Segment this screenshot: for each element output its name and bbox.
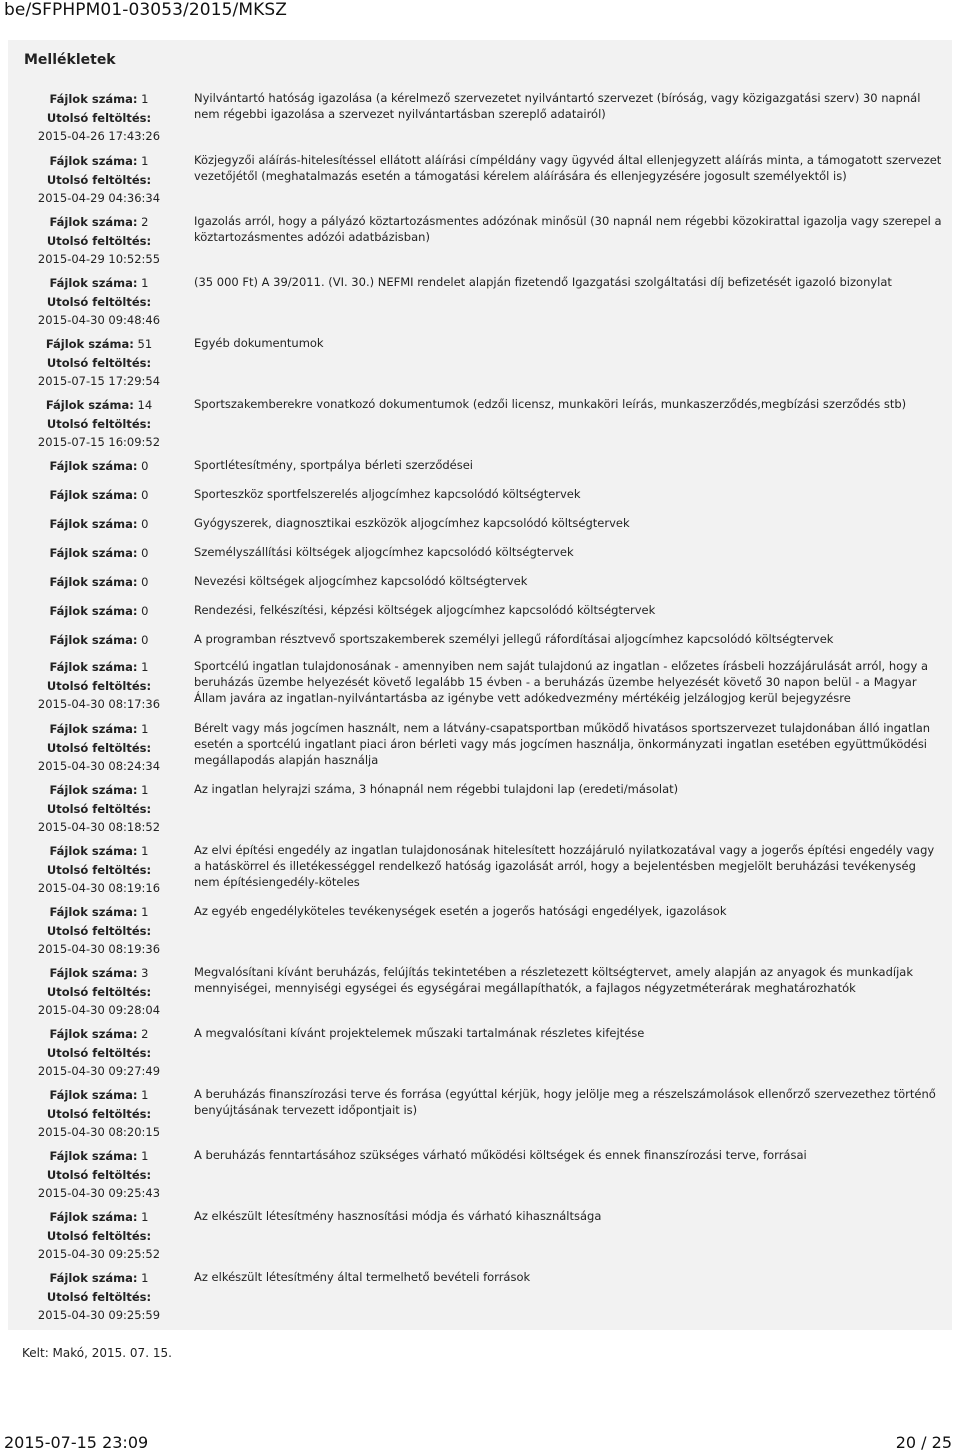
attachment-description: A programban résztvevő sportszakemberek személyi jellegű ráfordításai aljogcímhez kapcsolódó költségtervek <box>194 632 834 646</box>
file-count-label: Fájlok száma: <box>49 488 138 502</box>
file-meta <box>24 335 174 391</box>
last-upload-date: 2015-04-30 09:25:59 <box>37 1308 161 1322</box>
file-count-label: Fájlok száma: <box>45 337 134 351</box>
file-count-value: 1 <box>141 1088 149 1102</box>
last-upload-label: Utolsó feltöltés: <box>46 355 152 370</box>
file-count-label: Fájlok száma: <box>49 844 138 858</box>
file-count-label: Fájlok száma: <box>49 215 138 229</box>
file-count-value: 0 <box>141 604 149 618</box>
last-upload-date: 2015-04-26 17:43:26 <box>37 129 161 143</box>
file-meta <box>24 602 174 621</box>
last-upload-label: Utolsó feltöltés: <box>46 740 152 755</box>
file-count-value: 0 <box>141 517 149 531</box>
last-upload-label: Utolsó feltöltés: <box>46 1167 152 1182</box>
file-count-value: 1 <box>141 1210 149 1224</box>
file-meta <box>24 486 174 505</box>
last-upload-label: Utolsó feltöltés: <box>46 923 152 938</box>
file-meta <box>24 1147 174 1203</box>
attachment-description: Bérelt vagy más jogcímen használt, nem a látvány-csapatsportban működő hivatásos sportszervezet tulajdonában álló ingatlan esetén a sportcélú ingatlant piaci áron bérleti vagy más jogcímen használja, önkormányzati ingatlan esetében együttműködési megállapodás alapján használja <box>194 721 931 767</box>
file-meta <box>24 1208 174 1264</box>
file-count-value: 0 <box>141 546 149 560</box>
document-id: be/SFPHPM01-03053/2015/MKSZ <box>4 0 288 20</box>
last-upload-date: 2015-04-30 08:20:15 <box>37 1125 161 1139</box>
attachments-section <box>8 40 952 1330</box>
attachment-description: Az elvi építési engedély az ingatlan tulajdonosának hitelesített hozzájáruló nyilatkozatával vagy a jogerős építési engedély vagy a hatáskörrel és illetékességgel rendelkező hatóság igazolását arról, hogy a bejelentésben megjelölt beruházási tevékenység nem építésiengedély-köteles <box>194 843 935 889</box>
file-meta <box>24 964 174 1020</box>
file-meta <box>24 152 174 208</box>
file-count-label: Fájlok száma: <box>45 398 134 412</box>
file-count-value: 1 <box>141 276 149 290</box>
attachment-description: Sportszakemberekre vonatkozó dokumentumok (edzői licensz, munkaköri leírás, munkaszerződés,megbízási szerződés stb) <box>194 397 907 411</box>
file-meta <box>24 515 174 534</box>
last-upload-label: Utolsó feltöltés: <box>46 294 152 309</box>
last-upload-date: 2015-04-30 09:28:04 <box>37 1003 161 1017</box>
file-count-label: Fájlok száma: <box>49 1149 138 1163</box>
last-upload-label: Utolsó feltöltés: <box>46 984 152 999</box>
file-count-label: Fájlok száma: <box>49 154 138 168</box>
file-count-label: Fájlok száma: <box>49 1088 138 1102</box>
file-count-value: 0 <box>141 633 149 647</box>
file-count-label: Fájlok száma: <box>49 1210 138 1224</box>
attachment-description: Megvalósítani kívánt beruházás, felújítás tekintetében a részletezett költségtervet, amely alapján az anyagok és munkadíjak mennyiségei, mennyiségi egységei és egységárai megállapíthatók, a fajlagos négyzetméterárak meghatározhatók <box>194 965 913 995</box>
file-meta <box>24 274 174 330</box>
file-count-label: Fájlok száma: <box>49 546 138 560</box>
kelt-line: Kelt: Makó, 2015. 07. 15. <box>22 1346 172 1360</box>
last-upload-label: Utolsó feltöltés: <box>46 172 152 187</box>
file-meta <box>24 1269 174 1325</box>
file-count-value: 14 <box>137 398 153 412</box>
last-upload-label: Utolsó feltöltés: <box>46 1045 152 1060</box>
last-upload-date: 2015-04-30 08:19:16 <box>37 881 161 895</box>
attachment-description: Sporteszköz sportfelszerelés aljogcímhez kapcsolódó költségtervek <box>194 487 581 501</box>
file-count-label: Fájlok száma: <box>49 604 138 618</box>
file-meta <box>24 213 174 269</box>
last-upload-date: 2015-04-30 08:17:36 <box>37 697 161 711</box>
last-upload-label: Utolsó feltöltés: <box>46 233 152 248</box>
attachment-description: Rendezési, felkészítési, képzési költségek aljogcímhez kapcsolódó költségtervek <box>194 603 656 617</box>
file-count-value: 0 <box>141 488 149 502</box>
last-upload-date: 2015-04-29 04:36:34 <box>37 191 161 205</box>
attachment-description: A megvalósítani kívánt projektelemek műszaki tartalmának részletes kifejtése <box>194 1026 645 1040</box>
section-title: Mellékletek <box>24 52 116 68</box>
last-upload-date: 2015-07-15 16:09:52 <box>37 435 161 449</box>
file-count-label: Fájlok száma: <box>49 575 138 589</box>
last-upload-date: 2015-04-30 09:27:49 <box>37 1064 161 1078</box>
file-count-label: Fájlok száma: <box>49 1271 138 1285</box>
attachment-description: Nyilvántartó hatóság igazolása (a kérelmező szervezetet nyilvántartó szervezet (bíróság, vagy közigazgatási szerv) 30 napnál nem régebbi igazolása a szervezet nyilvántartásban szereplő adatairól) <box>194 91 921 121</box>
file-meta <box>24 573 174 592</box>
attachment-description: Egyéb dokumentumok <box>194 336 324 350</box>
file-meta <box>24 658 174 714</box>
attachment-description: Közjegyzői aláírás-hitelesítéssel ellátott aláírási címpéldány vagy ügyvéd által ellenjegyzett aláírás minta, a támogatott szervezet vezetőjétől (meghatalmazás esetén a támogatási kérelem aláírására és ellenjegyzésére jogosult személyektől is) <box>194 153 942 183</box>
file-count-value: 0 <box>141 459 149 473</box>
last-upload-label: Utolsó feltöltés: <box>46 1228 152 1243</box>
file-meta <box>24 781 174 837</box>
file-count-value: 1 <box>141 1149 149 1163</box>
file-count-value: 2 <box>141 1027 149 1041</box>
file-count-value: 0 <box>141 575 149 589</box>
file-meta <box>24 396 174 452</box>
file-count-value: 1 <box>141 905 149 919</box>
last-upload-label: Utolsó feltöltés: <box>46 1106 152 1121</box>
attachment-description: Az elkészült létesítmény által termelhető bevételi források <box>194 1270 531 1284</box>
last-upload-label: Utolsó feltöltés: <box>46 801 152 816</box>
file-count-value: 1 <box>141 92 149 106</box>
file-count-label: Fájlok száma: <box>49 459 138 473</box>
last-upload-label: Utolsó feltöltés: <box>46 110 152 125</box>
file-meta <box>24 457 174 476</box>
attachment-description: Igazolás arról, hogy a pályázó köztartozásmentes adózónak minősül (30 napnál nem régebbi közokirattal igazolja vagy szerepel a köztartozásmentes adózói adatbázisban) <box>194 214 942 244</box>
file-meta <box>24 1025 174 1081</box>
file-count-value: 3 <box>141 966 149 980</box>
file-meta <box>24 903 174 959</box>
last-upload-label: Utolsó feltöltés: <box>46 678 152 693</box>
last-upload-date: 2015-04-30 08:18:52 <box>37 820 161 834</box>
file-count-label: Fájlok száma: <box>49 1027 138 1041</box>
attachment-description: Gyógyszerek, diagnosztikai eszközök aljogcímhez kapcsolódó költségtervek <box>194 516 630 530</box>
last-upload-date: 2015-04-30 09:25:52 <box>37 1247 161 1261</box>
file-count-value: 1 <box>141 783 149 797</box>
file-count-value: 2 <box>141 215 149 229</box>
file-count-label: Fájlok száma: <box>49 517 138 531</box>
attachment-description: Személyszállítási költségek aljogcímhez kapcsolódó költségtervek <box>194 545 574 559</box>
attachment-description: Az elkészült létesítmény hasznosítási módja és várható kihasználtsága <box>194 1209 602 1223</box>
file-count-label: Fájlok száma: <box>49 905 138 919</box>
attachment-description: A beruházás finanszírozási terve és forrása (egyúttal kérjük, hogy jelölje meg a részelszámolások ellenőrző szervezethez történő benyújtásának tervezett időpontjait is) <box>194 1087 936 1117</box>
file-meta <box>24 544 174 563</box>
file-meta <box>24 90 174 146</box>
file-meta <box>24 720 174 776</box>
file-count-value: 1 <box>141 1271 149 1285</box>
file-meta <box>24 631 174 650</box>
attachment-description: Sportcélú ingatlan tulajdonosának - amennyiben nem saját tulajdonú az ingatlan - előzetes írásbeli hozzájárulását arról, hogy a beruházás üzembe helyezését követő legalább 15 évben - a beruházás üzembe helyezését követő 30 napon belül - a Magyar Állam javára az ingatlan-nyilvántartásba az igénybe vett adókedvezmény mértékéig jelzálogjog kerül bejegyzésre <box>194 659 928 705</box>
file-count-value: 1 <box>141 660 149 674</box>
file-count-label: Fájlok száma: <box>49 783 138 797</box>
attachment-description: Nevezési költségek aljogcímhez kapcsolódó költségtervek <box>194 574 528 588</box>
file-count-label: Fájlok száma: <box>49 722 138 736</box>
file-count-label: Fájlok száma: <box>49 92 138 106</box>
attachment-description: Az ingatlan helyrajzi száma, 3 hónapnál nem régebbi tulajdoni lap (eredeti/másolat) <box>194 782 679 796</box>
file-count-value: 1 <box>141 722 149 736</box>
file-meta <box>24 842 174 898</box>
footer-timestamp: 2015-07-15 23:09 <box>4 1433 149 1452</box>
last-upload-date: 2015-04-30 08:24:34 <box>37 759 161 773</box>
last-upload-label: Utolsó feltöltés: <box>46 416 152 431</box>
last-upload-date: 2015-04-29 10:52:55 <box>37 252 161 266</box>
last-upload-date: 2015-04-30 09:25:43 <box>37 1186 161 1200</box>
attachment-description: Az egyéb engedélyköteles tevékenységek esetén a jogerős hatósági engedélyek, igazolások <box>194 904 727 918</box>
last-upload-label: Utolsó feltöltés: <box>46 862 152 877</box>
file-count-value: 1 <box>141 154 149 168</box>
attachment-description: A beruházás fenntartásához szükséges várható működési költségek és ennek finanszírozási terve, forrásai <box>194 1148 807 1162</box>
attachment-description: (35 000 Ft) A 39/2011. (VI. 30.) NEFMI rendelet alapján fizetendő Igazgatási szolgáltatási díj befizetését igazoló bizonylat <box>194 275 892 289</box>
last-upload-date: 2015-04-30 09:48:46 <box>37 313 161 327</box>
file-count-label: Fájlok száma: <box>49 660 138 674</box>
file-count-label: Fájlok száma: <box>49 633 138 647</box>
file-meta <box>24 1086 174 1142</box>
file-count-value: 1 <box>141 844 149 858</box>
attachment-description: Sportlétesítmény, sportpálya bérleti szerződései <box>194 458 473 472</box>
file-count-value: 51 <box>137 337 153 351</box>
footer-page-number: 20 / 25 <box>895 1433 952 1452</box>
last-upload-date: 2015-04-30 08:19:36 <box>37 942 161 956</box>
file-count-label: Fájlok száma: <box>49 966 138 980</box>
last-upload-date: 2015-07-15 17:29:54 <box>37 374 161 388</box>
file-count-label: Fájlok száma: <box>49 276 138 290</box>
last-upload-label: Utolsó feltöltés: <box>46 1289 152 1304</box>
